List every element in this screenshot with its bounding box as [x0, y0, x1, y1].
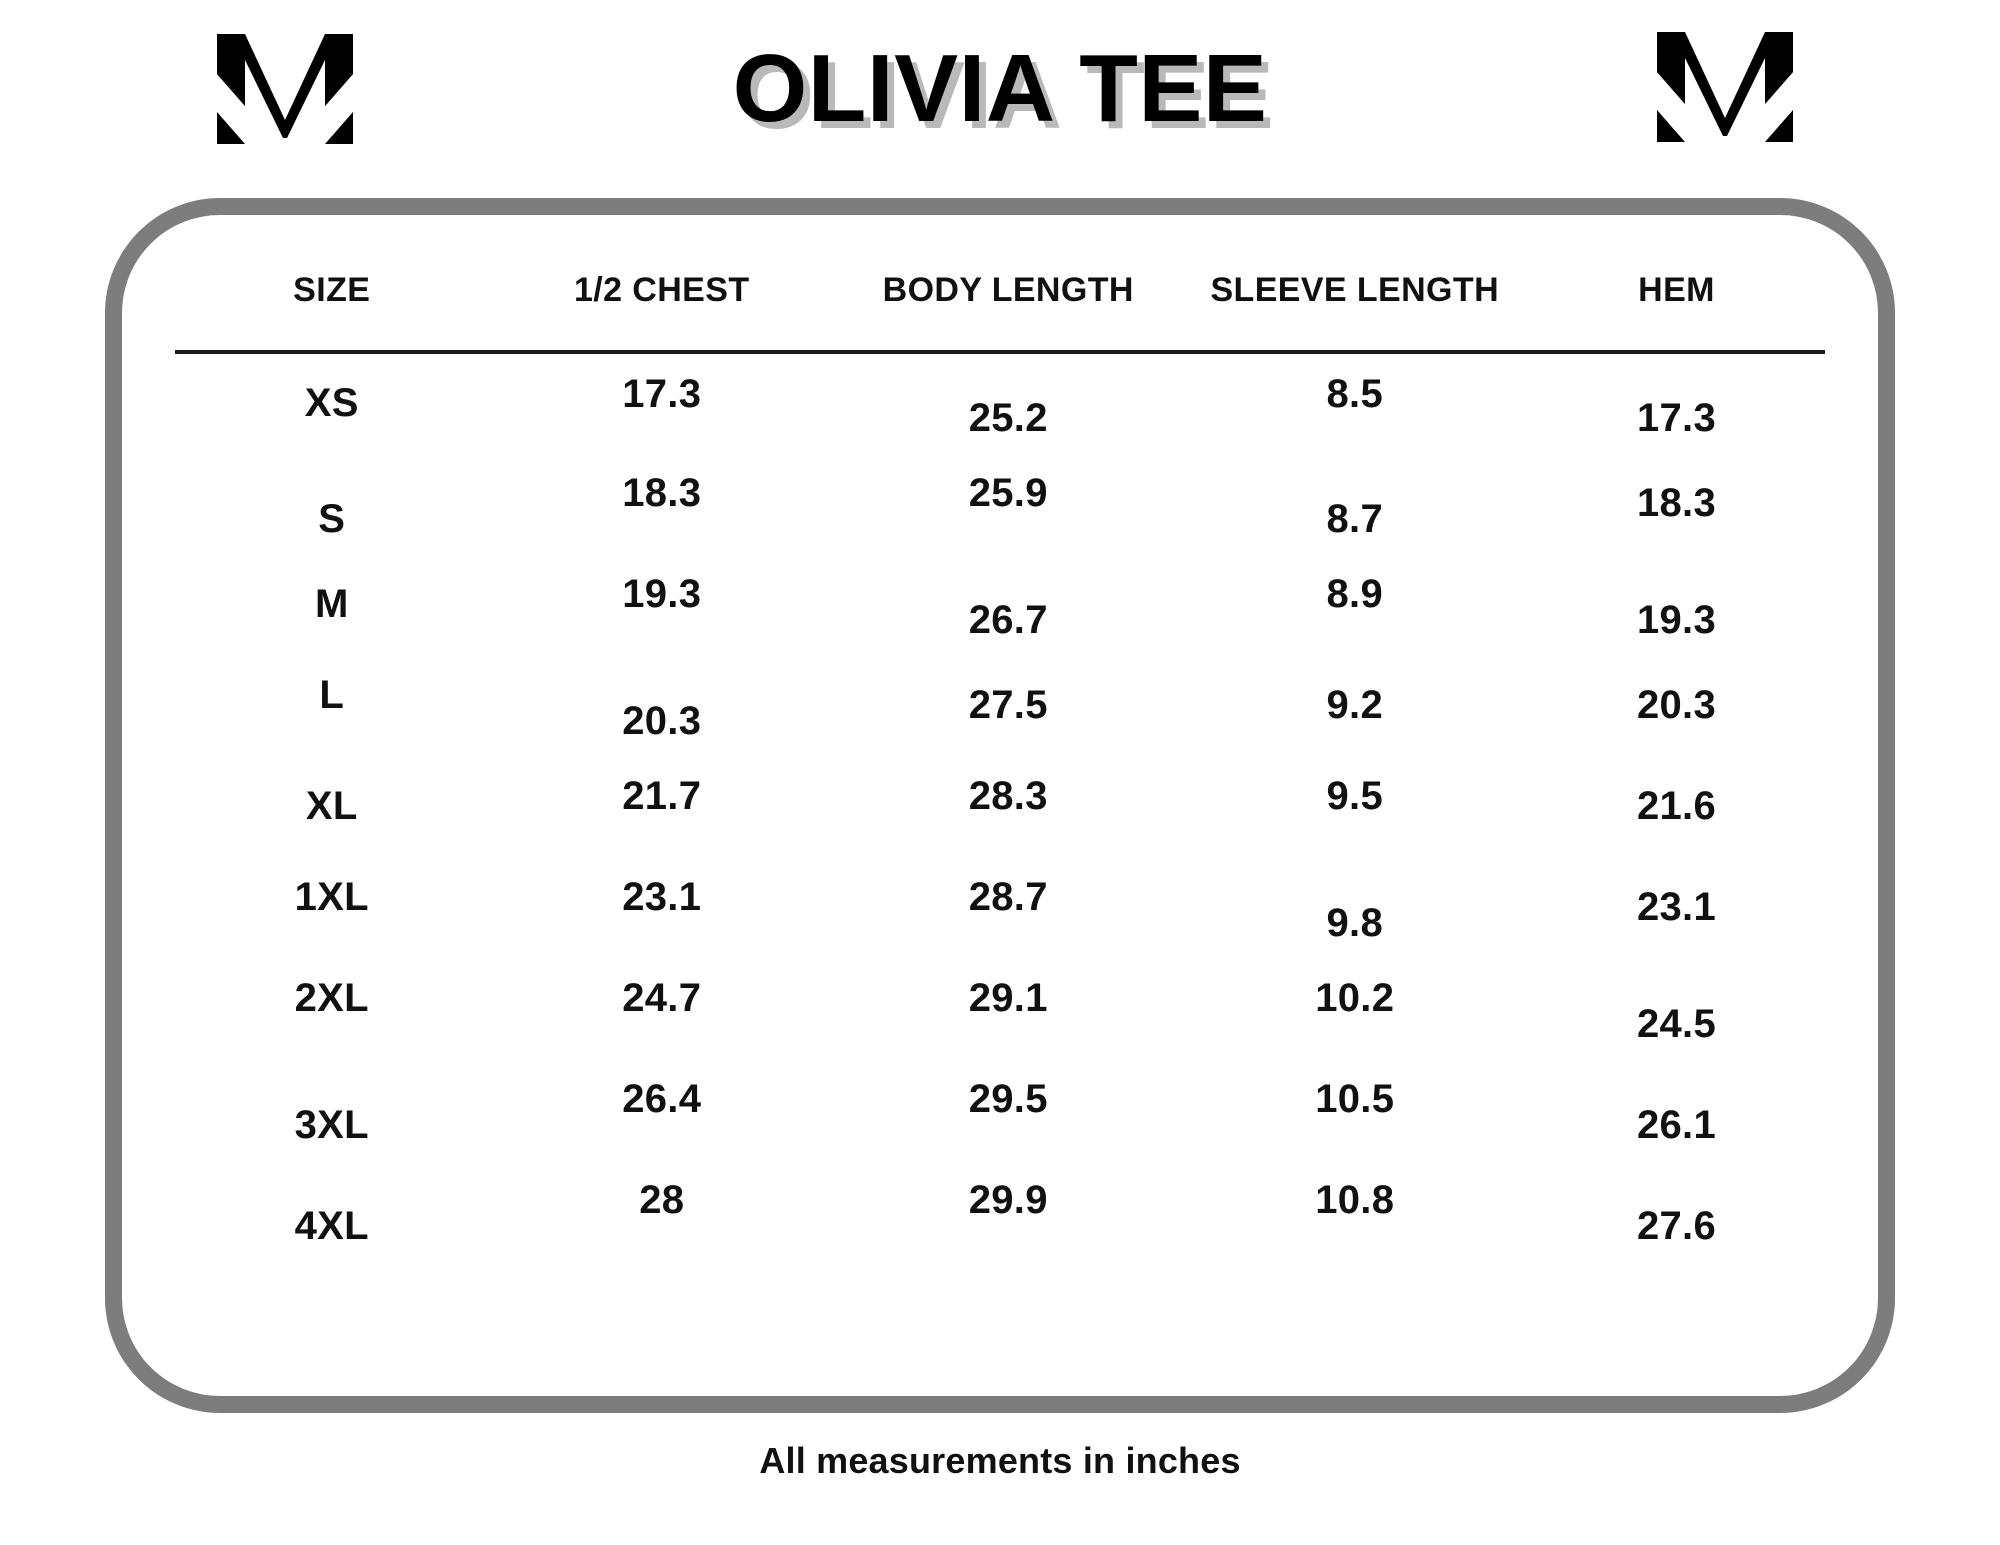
cell-half-chest: 19.3 — [622, 572, 702, 616]
table-body — [175, 352, 1825, 1261]
table-row — [175, 352, 1825, 453]
page-header — [0, 22, 2000, 152]
cell-sleeve-length: 10.8 — [1315, 1178, 1395, 1222]
cell-hem: 18.3 — [1636, 481, 1717, 525]
cell-size: L — [319, 673, 345, 717]
table-row — [175, 1160, 1825, 1261]
cell-sleeve-length: 10.2 — [1315, 976, 1395, 1020]
cell-body-length: 28.3 — [968, 774, 1048, 818]
cell-half-chest: 24.7 — [622, 976, 702, 1020]
cell-hem: 26.1 — [1636, 1103, 1717, 1147]
table-header-row — [175, 242, 1825, 352]
cell-half-chest: 28 — [639, 1178, 685, 1222]
cell-hem: 19.3 — [1636, 598, 1717, 642]
table-row — [175, 453, 1825, 554]
cell-size: M — [314, 582, 349, 626]
cell-sleeve-length: 9.2 — [1326, 683, 1383, 727]
cell-half-chest: 21.7 — [622, 774, 702, 818]
cell-hem: 21.6 — [1636, 784, 1717, 828]
cell-body-length: 25.2 — [968, 396, 1048, 440]
m-monogram-logo-right-icon — [1655, 32, 1795, 142]
table-row — [175, 958, 1825, 1059]
cell-half-chest: 20.3 — [622, 699, 702, 743]
cell-sleeve-length: 9.5 — [1326, 774, 1383, 818]
cell-body-length: 29.5 — [968, 1077, 1048, 1121]
column-header-body-length: BODY LENGTH — [882, 270, 1134, 309]
cell-body-length: 26.7 — [968, 598, 1048, 642]
cell-size: XS — [304, 381, 359, 425]
cell-half-chest: 23.1 — [622, 875, 702, 919]
cell-body-length: 29.9 — [968, 1178, 1048, 1222]
cell-half-chest: 18.3 — [622, 471, 702, 515]
table-row — [175, 655, 1825, 756]
size-chart-table-container — [175, 242, 1825, 1392]
table-row — [175, 1059, 1825, 1160]
cell-size: S — [318, 497, 346, 541]
size-chart-table — [175, 242, 1825, 1261]
cell-size: 3XL — [294, 1103, 369, 1147]
cell-size: 4XL — [294, 1204, 369, 1248]
table-row — [175, 756, 1825, 857]
cell-body-length: 28.7 — [968, 875, 1048, 919]
measurement-units-note: All measurements in inches — [759, 1440, 1241, 1481]
column-header-size: SIZE — [293, 270, 371, 309]
table-header — [175, 242, 1825, 352]
cell-sleeve-length: 8.9 — [1326, 572, 1383, 616]
page-title: OLIVIA TEE — [732, 35, 1268, 142]
cell-hem: 27.6 — [1636, 1204, 1717, 1248]
column-header-half-chest: 1/2 CHEST — [573, 270, 750, 309]
cell-hem: 23.1 — [1636, 885, 1717, 929]
column-header-sleeve-length: SLEEVE LENGTH — [1210, 270, 1500, 309]
m-monogram-logo-left-icon — [215, 34, 355, 144]
table-row — [175, 554, 1825, 655]
cell-half-chest: 17.3 — [622, 372, 702, 416]
cell-hem: 17.3 — [1636, 396, 1717, 440]
cell-size: XL — [305, 784, 358, 828]
cell-size: 2XL — [294, 976, 369, 1020]
column-header-hem: HEM — [1638, 270, 1715, 309]
cell-sleeve-length: 8.5 — [1326, 372, 1383, 416]
cell-body-length: 29.1 — [968, 976, 1048, 1020]
cell-size: 1XL — [294, 875, 369, 919]
cell-body-length: 27.5 — [968, 683, 1048, 727]
cell-hem: 24.5 — [1636, 1002, 1717, 1046]
cell-hem: 20.3 — [1636, 683, 1717, 727]
cell-sleeve-length: 10.5 — [1315, 1077, 1395, 1121]
cell-half-chest: 26.4 — [622, 1077, 702, 1121]
table-row — [175, 857, 1825, 958]
cell-sleeve-length: 8.7 — [1326, 497, 1383, 541]
cell-sleeve-length: 9.8 — [1326, 901, 1383, 945]
cell-body-length: 25.9 — [968, 471, 1048, 515]
